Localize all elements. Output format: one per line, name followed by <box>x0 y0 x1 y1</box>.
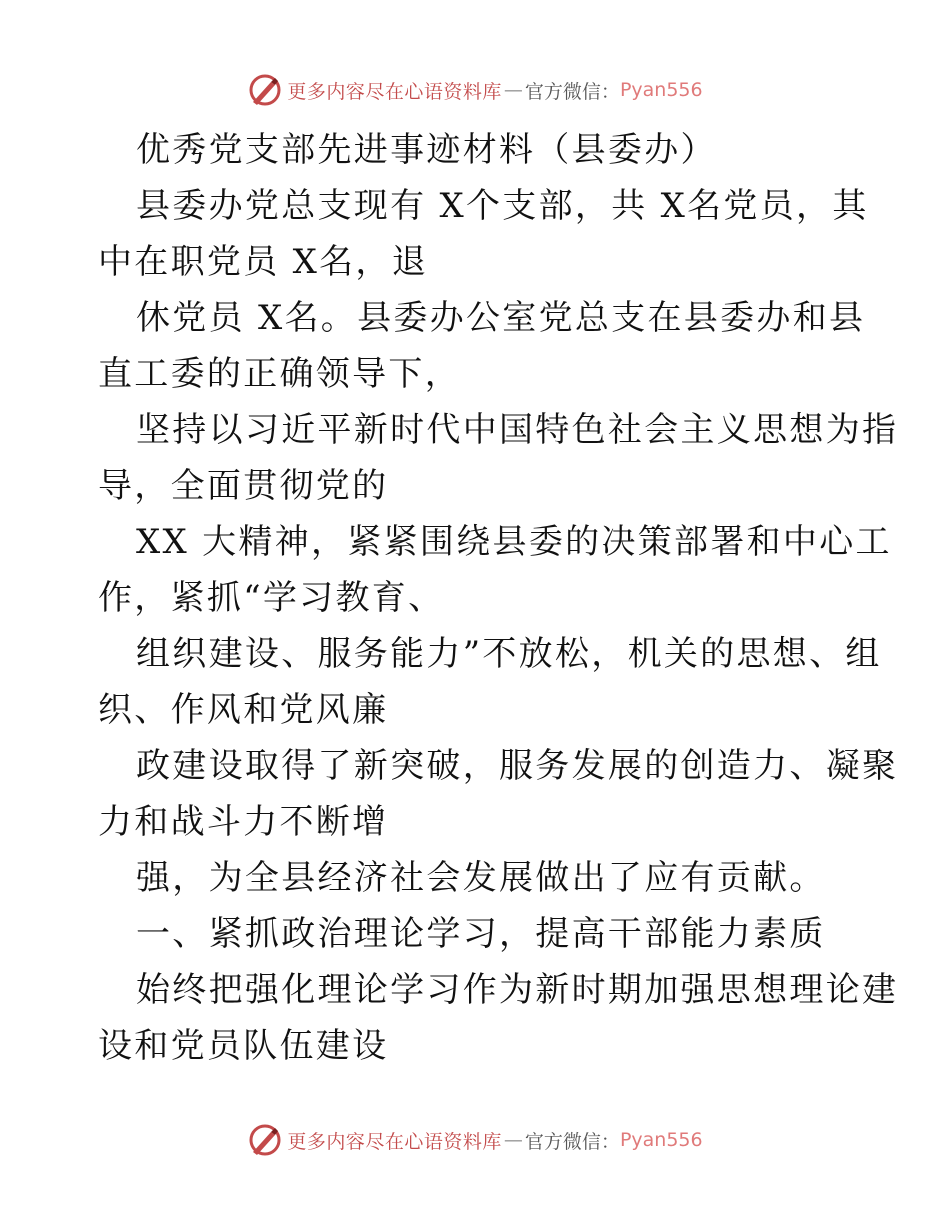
paragraph-line: 政建设取得了新突破，服务发展的创造力、凝聚 <box>136 746 899 786</box>
paragraph-line: 中在职党员 X名，退 <box>98 242 429 282</box>
paragraph-line: 直工委的正确领导下， <box>98 354 461 394</box>
footer-watermark <box>0 1120 950 1160</box>
paragraph-line: 休党员 X名。县委办公室党总支在县委办和县 <box>136 298 866 338</box>
brand-text: 更多内容尽在心语资料库 <box>287 1130 502 1153</box>
paragraph-line: 县委办党总支现有 X个支部，共 X名党员，其 <box>136 186 869 226</box>
document-title: 优秀党支部先进事迹材料（县委办） <box>136 130 717 170</box>
paragraph-line: 坚持以习近平新时代中国特色社会主义思想为指 <box>136 410 899 450</box>
paragraph-line: XX 大精神，紧紧围绕县委的决策部署和中心工 <box>136 522 892 562</box>
paragraph-line: 设和党员队伍建设 <box>98 1026 389 1066</box>
document-body <box>98 122 899 1074</box>
wechat-id: Pyan556 <box>619 79 703 101</box>
paragraph-line: 组织建设、服务能力”不放松，机关的思想、组 <box>136 634 882 674</box>
paragraph-line: 导，全面贯彻党的 <box>98 466 389 506</box>
wechat-id: Pyan556 <box>619 1129 703 1151</box>
paragraph-line: 作，紧抓“学习教育、 <box>98 578 445 618</box>
header-watermark <box>0 70 950 110</box>
banner-dash: — <box>503 79 523 101</box>
pen-circle-icon <box>247 72 283 108</box>
paragraph-line: 始终把强化理论学习作为新时期加强思想理论建 <box>136 970 899 1010</box>
paragraph-line: 力和战斗力不断增 <box>98 802 389 842</box>
paragraph-line: 强，为全县经济社会发展做出了应有贡献。 <box>136 858 826 898</box>
banner-dash: — <box>503 1129 523 1151</box>
paragraph-line: 织、作风和党风廉 <box>98 690 389 730</box>
wechat-label: 官方微信： <box>524 1130 620 1153</box>
section-heading: 一、紧抓政治理论学习，提高干部能力素质 <box>136 914 826 954</box>
brand-text: 更多内容尽在心语资料库 <box>287 80 502 103</box>
pen-circle-icon <box>247 1122 283 1158</box>
wechat-label: 官方微信： <box>524 80 620 103</box>
